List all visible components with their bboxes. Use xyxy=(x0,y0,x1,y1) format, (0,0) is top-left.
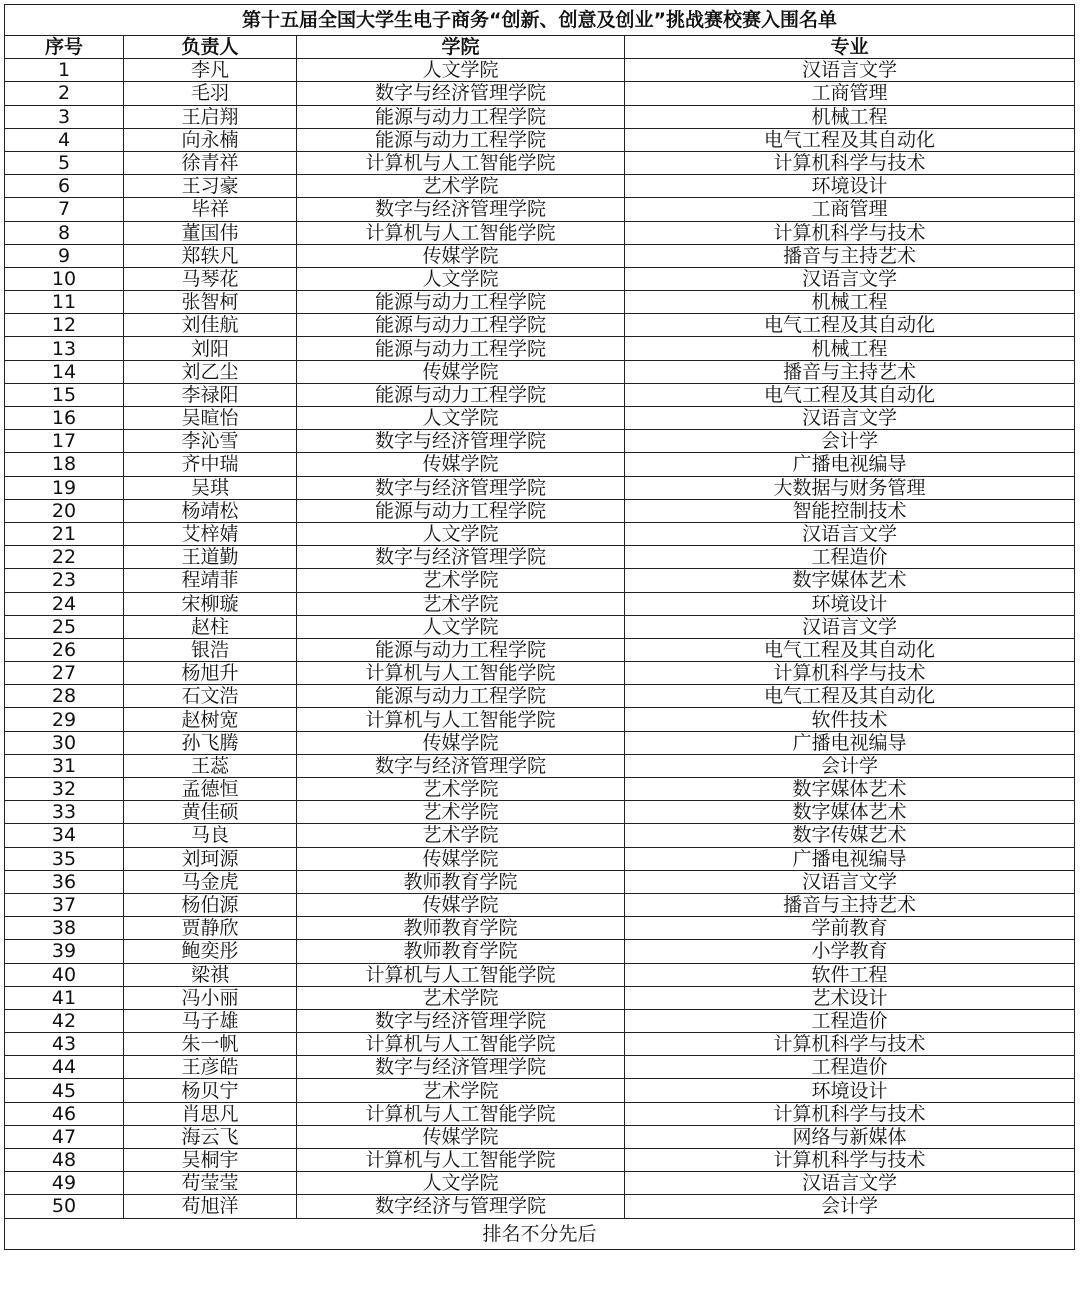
table-row xyxy=(5,244,1075,267)
table-row xyxy=(5,1149,1075,1172)
cell-leader: 肖思凡 xyxy=(124,1102,297,1125)
cell-major: 数字传媒艺术 xyxy=(625,824,1075,847)
cell-college: 艺术学院 xyxy=(297,778,625,801)
cell-leader: 石文浩 xyxy=(124,685,297,708)
cell-index: 7 xyxy=(5,198,124,221)
cell-index: 22 xyxy=(5,546,124,569)
cell-index: 1 xyxy=(5,59,124,82)
table-row xyxy=(5,499,1075,522)
cell-index: 38 xyxy=(5,917,124,940)
table-title: 第十五届全国大学生电子商务“创新、创意及创业”挑战赛校赛入围名单 xyxy=(5,5,1075,36)
cell-leader: 王彦皓 xyxy=(124,1056,297,1079)
cell-leader: 王蕊 xyxy=(124,754,297,777)
table-row xyxy=(5,59,1075,82)
cell-index: 28 xyxy=(5,685,124,708)
cell-leader: 齐中瑞 xyxy=(124,453,297,476)
cell-index: 29 xyxy=(5,708,124,731)
cell-leader: 程靖菲 xyxy=(124,569,297,592)
table-row xyxy=(5,893,1075,916)
cell-college: 传媒学院 xyxy=(297,731,625,754)
cell-major: 小学教育 xyxy=(625,940,1075,963)
table-row xyxy=(5,708,1075,731)
cell-major: 数字媒体艺术 xyxy=(625,569,1075,592)
cell-major: 汉语言文学 xyxy=(625,267,1075,290)
cell-college: 数字经济与管理学院 xyxy=(297,1195,625,1218)
cell-major: 汉语言文学 xyxy=(625,615,1075,638)
cell-college: 数字与经济管理学院 xyxy=(297,754,625,777)
table-row xyxy=(5,986,1075,1009)
table-row xyxy=(5,847,1075,870)
cell-leader: 杨靖松 xyxy=(124,499,297,522)
title-row xyxy=(5,5,1075,36)
cell-leader: 董国伟 xyxy=(124,221,297,244)
cell-index: 17 xyxy=(5,430,124,453)
header-row xyxy=(5,36,1075,59)
table-row xyxy=(5,917,1075,940)
cell-index: 32 xyxy=(5,778,124,801)
cell-major: 环境设计 xyxy=(625,175,1075,198)
cell-major: 机械工程 xyxy=(625,291,1075,314)
cell-college: 能源与动力工程学院 xyxy=(297,499,625,522)
table-row xyxy=(5,221,1075,244)
table-row xyxy=(5,407,1075,430)
table-row xyxy=(5,1079,1075,1102)
cell-major: 电气工程及其自动化 xyxy=(625,638,1075,661)
table-row xyxy=(5,963,1075,986)
cell-major: 播音与主持艺术 xyxy=(625,893,1075,916)
cell-major: 环境设计 xyxy=(625,1079,1075,1102)
table-row xyxy=(5,569,1075,592)
cell-index: 11 xyxy=(5,291,124,314)
cell-major: 工程造价 xyxy=(625,546,1075,569)
cell-index: 35 xyxy=(5,847,124,870)
cell-college: 人文学院 xyxy=(297,522,625,545)
table-row xyxy=(5,267,1075,290)
cell-college: 数字与经济管理学院 xyxy=(297,198,625,221)
cell-college: 教师教育学院 xyxy=(297,940,625,963)
cell-college: 艺术学院 xyxy=(297,986,625,1009)
cell-major: 广播电视编导 xyxy=(625,731,1075,754)
cell-major: 电气工程及其自动化 xyxy=(625,128,1075,151)
cell-college: 计算机与人工智能学院 xyxy=(297,1149,625,1172)
cell-major: 会计学 xyxy=(625,1195,1075,1218)
cell-major: 计算机科学与技术 xyxy=(625,662,1075,685)
cell-leader: 李凡 xyxy=(124,59,297,82)
table-row xyxy=(5,430,1075,453)
cell-major: 电气工程及其自动化 xyxy=(625,383,1075,406)
cell-major: 广播电视编导 xyxy=(625,847,1075,870)
cell-major: 播音与主持艺术 xyxy=(625,360,1075,383)
cell-index: 23 xyxy=(5,569,124,592)
cell-college: 计算机与人工智能学院 xyxy=(297,221,625,244)
cell-index: 6 xyxy=(5,175,124,198)
cell-college: 数字与经济管理学院 xyxy=(297,430,625,453)
cell-leader: 刘佳航 xyxy=(124,314,297,337)
cell-leader: 贾静欣 xyxy=(124,917,297,940)
cell-leader: 杨贝宁 xyxy=(124,1079,297,1102)
cell-index: 2 xyxy=(5,82,124,105)
cell-index: 20 xyxy=(5,499,124,522)
cell-index: 31 xyxy=(5,754,124,777)
cell-leader: 赵树宽 xyxy=(124,708,297,731)
table-row xyxy=(5,337,1075,360)
cell-college: 数字与经济管理学院 xyxy=(297,546,625,569)
table-row xyxy=(5,870,1075,893)
cell-college: 能源与动力工程学院 xyxy=(297,291,625,314)
cell-college: 教师教育学院 xyxy=(297,917,625,940)
cell-index: 14 xyxy=(5,360,124,383)
table-row xyxy=(5,175,1075,198)
table-row xyxy=(5,801,1075,824)
cell-major: 软件工程 xyxy=(625,963,1075,986)
finalist-list-sheet xyxy=(4,4,1074,1250)
cell-major: 环境设计 xyxy=(625,592,1075,615)
cell-major: 数字媒体艺术 xyxy=(625,801,1075,824)
cell-index: 10 xyxy=(5,267,124,290)
cell-leader: 毛羽 xyxy=(124,82,297,105)
cell-index: 12 xyxy=(5,314,124,337)
cell-major: 会计学 xyxy=(625,754,1075,777)
cell-college: 人文学院 xyxy=(297,407,625,430)
cell-major: 计算机科学与技术 xyxy=(625,1102,1075,1125)
cell-index: 48 xyxy=(5,1149,124,1172)
cell-major: 播音与主持艺术 xyxy=(625,244,1075,267)
cell-major: 大数据与财务管理 xyxy=(625,476,1075,499)
table-row xyxy=(5,592,1075,615)
cell-college: 人文学院 xyxy=(297,1172,625,1195)
table-row xyxy=(5,546,1075,569)
cell-index: 21 xyxy=(5,522,124,545)
cell-college: 传媒学院 xyxy=(297,1125,625,1148)
cell-leader: 赵柱 xyxy=(124,615,297,638)
table-row xyxy=(5,778,1075,801)
finalist-table xyxy=(4,4,1075,1250)
cell-index: 30 xyxy=(5,731,124,754)
cell-major: 数字媒体艺术 xyxy=(625,778,1075,801)
cell-leader: 杨伯源 xyxy=(124,893,297,916)
cell-college: 艺术学院 xyxy=(297,801,625,824)
cell-leader: 马良 xyxy=(124,824,297,847)
col-header-index: 序号 xyxy=(5,36,124,59)
cell-leader: 吴暄怡 xyxy=(124,407,297,430)
cell-major: 计算机科学与技术 xyxy=(625,151,1075,174)
table-row xyxy=(5,1033,1075,1056)
table-row xyxy=(5,105,1075,128)
cell-index: 15 xyxy=(5,383,124,406)
cell-index: 25 xyxy=(5,615,124,638)
cell-college: 艺术学院 xyxy=(297,569,625,592)
cell-major: 学前教育 xyxy=(625,917,1075,940)
cell-major: 工商管理 xyxy=(625,82,1075,105)
cell-leader: 海云飞 xyxy=(124,1125,297,1148)
cell-college: 计算机与人工智能学院 xyxy=(297,1102,625,1125)
cell-leader: 张智柯 xyxy=(124,291,297,314)
cell-index: 13 xyxy=(5,337,124,360)
cell-major: 艺术设计 xyxy=(625,986,1075,1009)
cell-index: 46 xyxy=(5,1102,124,1125)
cell-major: 机械工程 xyxy=(625,105,1075,128)
cell-leader: 孙飞腾 xyxy=(124,731,297,754)
cell-index: 39 xyxy=(5,940,124,963)
cell-college: 传媒学院 xyxy=(297,893,625,916)
cell-college: 艺术学院 xyxy=(297,824,625,847)
cell-leader: 艾梓婧 xyxy=(124,522,297,545)
cell-major: 工商管理 xyxy=(625,198,1075,221)
cell-college: 计算机与人工智能学院 xyxy=(297,1033,625,1056)
cell-index: 19 xyxy=(5,476,124,499)
table-row xyxy=(5,824,1075,847)
cell-leader: 李禄阳 xyxy=(124,383,297,406)
table-row xyxy=(5,615,1075,638)
table-row xyxy=(5,198,1075,221)
cell-leader: 王习豪 xyxy=(124,175,297,198)
cell-major: 工程造价 xyxy=(625,1009,1075,1032)
cell-leader: 银浩 xyxy=(124,638,297,661)
cell-leader: 马金虎 xyxy=(124,870,297,893)
cell-index: 18 xyxy=(5,453,124,476)
table-body xyxy=(5,59,1075,1218)
cell-major: 电气工程及其自动化 xyxy=(625,685,1075,708)
cell-leader: 鲍奕彤 xyxy=(124,940,297,963)
cell-major: 智能控制技术 xyxy=(625,499,1075,522)
cell-index: 37 xyxy=(5,893,124,916)
table-row xyxy=(5,731,1075,754)
cell-index: 9 xyxy=(5,244,124,267)
cell-major: 汉语言文学 xyxy=(625,1172,1075,1195)
table-row xyxy=(5,662,1075,685)
cell-major: 会计学 xyxy=(625,430,1075,453)
cell-college: 教师教育学院 xyxy=(297,870,625,893)
cell-leader: 刘乙尘 xyxy=(124,360,297,383)
cell-index: 42 xyxy=(5,1009,124,1032)
cell-major: 汉语言文学 xyxy=(625,522,1075,545)
cell-college: 数字与经济管理学院 xyxy=(297,1009,625,1032)
cell-major: 软件技术 xyxy=(625,708,1075,731)
cell-college: 人文学院 xyxy=(297,615,625,638)
cell-college: 数字与经济管理学院 xyxy=(297,1056,625,1079)
cell-index: 34 xyxy=(5,824,124,847)
table-row xyxy=(5,1056,1075,1079)
cell-major: 网络与新媒体 xyxy=(625,1125,1075,1148)
cell-college: 计算机与人工智能学院 xyxy=(297,151,625,174)
cell-index: 43 xyxy=(5,1033,124,1056)
cell-index: 24 xyxy=(5,592,124,615)
table-row xyxy=(5,383,1075,406)
cell-index: 45 xyxy=(5,1079,124,1102)
col-header-major: 专业 xyxy=(625,36,1075,59)
table-row xyxy=(5,1172,1075,1195)
cell-index: 27 xyxy=(5,662,124,685)
cell-college: 计算机与人工智能学院 xyxy=(297,963,625,986)
table-row xyxy=(5,360,1075,383)
cell-index: 50 xyxy=(5,1195,124,1218)
cell-college: 数字与经济管理学院 xyxy=(297,82,625,105)
cell-leader: 郑轶凡 xyxy=(124,244,297,267)
footer-note: 排名不分先后 xyxy=(5,1218,1075,1249)
table-row xyxy=(5,314,1075,337)
cell-leader: 刘珂源 xyxy=(124,847,297,870)
table-row xyxy=(5,128,1075,151)
cell-college: 艺术学院 xyxy=(297,175,625,198)
cell-leader: 梁祺 xyxy=(124,963,297,986)
cell-college: 艺术学院 xyxy=(297,592,625,615)
cell-index: 36 xyxy=(5,870,124,893)
cell-major: 电气工程及其自动化 xyxy=(625,314,1075,337)
table-row xyxy=(5,638,1075,661)
cell-major: 计算机科学与技术 xyxy=(625,221,1075,244)
cell-leader: 吴桐宇 xyxy=(124,1149,297,1172)
cell-leader: 吴琪 xyxy=(124,476,297,499)
cell-college: 能源与动力工程学院 xyxy=(297,638,625,661)
cell-college: 人文学院 xyxy=(297,59,625,82)
table-row xyxy=(5,476,1075,499)
cell-college: 数字与经济管理学院 xyxy=(297,476,625,499)
cell-leader: 杨旭升 xyxy=(124,662,297,685)
cell-college: 能源与动力工程学院 xyxy=(297,383,625,406)
table-row xyxy=(5,1195,1075,1218)
cell-college: 能源与动力工程学院 xyxy=(297,337,625,360)
table-row xyxy=(5,940,1075,963)
cell-leader: 黄佳硕 xyxy=(124,801,297,824)
cell-college: 人文学院 xyxy=(297,267,625,290)
cell-college: 能源与动力工程学院 xyxy=(297,685,625,708)
cell-major: 计算机科学与技术 xyxy=(625,1149,1075,1172)
cell-index: 5 xyxy=(5,151,124,174)
cell-college: 艺术学院 xyxy=(297,1079,625,1102)
cell-major: 汉语言文学 xyxy=(625,407,1075,430)
cell-index: 41 xyxy=(5,986,124,1009)
cell-major: 计算机科学与技术 xyxy=(625,1033,1075,1056)
cell-leader: 宋柳璇 xyxy=(124,592,297,615)
cell-index: 3 xyxy=(5,105,124,128)
cell-college: 能源与动力工程学院 xyxy=(297,128,625,151)
cell-college: 计算机与人工智能学院 xyxy=(297,708,625,731)
cell-leader: 马子雄 xyxy=(124,1009,297,1032)
cell-leader: 王启翔 xyxy=(124,105,297,128)
cell-major: 工程造价 xyxy=(625,1056,1075,1079)
cell-leader: 刘阳 xyxy=(124,337,297,360)
cell-leader: 王道勤 xyxy=(124,546,297,569)
col-header-college: 学院 xyxy=(297,36,625,59)
cell-leader: 李沁雪 xyxy=(124,430,297,453)
cell-major: 广播电视编导 xyxy=(625,453,1075,476)
cell-college: 能源与动力工程学院 xyxy=(297,105,625,128)
col-header-leader: 负责人 xyxy=(124,36,297,59)
cell-index: 4 xyxy=(5,128,124,151)
cell-leader: 苟莹莹 xyxy=(124,1172,297,1195)
cell-college: 能源与动力工程学院 xyxy=(297,314,625,337)
footer-row xyxy=(5,1218,1075,1249)
cell-leader: 毕祥 xyxy=(124,198,297,221)
cell-index: 16 xyxy=(5,407,124,430)
cell-leader: 马琴花 xyxy=(124,267,297,290)
table-row xyxy=(5,1009,1075,1032)
cell-index: 33 xyxy=(5,801,124,824)
table-row xyxy=(5,685,1075,708)
cell-major: 汉语言文学 xyxy=(625,59,1075,82)
cell-leader: 朱一帆 xyxy=(124,1033,297,1056)
cell-major: 机械工程 xyxy=(625,337,1075,360)
cell-index: 49 xyxy=(5,1172,124,1195)
table-row xyxy=(5,1125,1075,1148)
cell-leader: 向永楠 xyxy=(124,128,297,151)
table-row xyxy=(5,151,1075,174)
cell-leader: 孟德恒 xyxy=(124,778,297,801)
table-row xyxy=(5,453,1075,476)
table-row xyxy=(5,82,1075,105)
cell-index: 44 xyxy=(5,1056,124,1079)
table-row xyxy=(5,1102,1075,1125)
cell-college: 传媒学院 xyxy=(297,453,625,476)
cell-college: 传媒学院 xyxy=(297,360,625,383)
table-row xyxy=(5,291,1075,314)
cell-index: 40 xyxy=(5,963,124,986)
table-row xyxy=(5,754,1075,777)
cell-college: 传媒学院 xyxy=(297,244,625,267)
cell-college: 传媒学院 xyxy=(297,847,625,870)
cell-major: 汉语言文学 xyxy=(625,870,1075,893)
cell-index: 8 xyxy=(5,221,124,244)
cell-leader: 苟旭洋 xyxy=(124,1195,297,1218)
cell-index: 26 xyxy=(5,638,124,661)
cell-college: 计算机与人工智能学院 xyxy=(297,662,625,685)
cell-index: 47 xyxy=(5,1125,124,1148)
table-row xyxy=(5,522,1075,545)
cell-leader: 冯小丽 xyxy=(124,986,297,1009)
cell-leader: 徐青祥 xyxy=(124,151,297,174)
